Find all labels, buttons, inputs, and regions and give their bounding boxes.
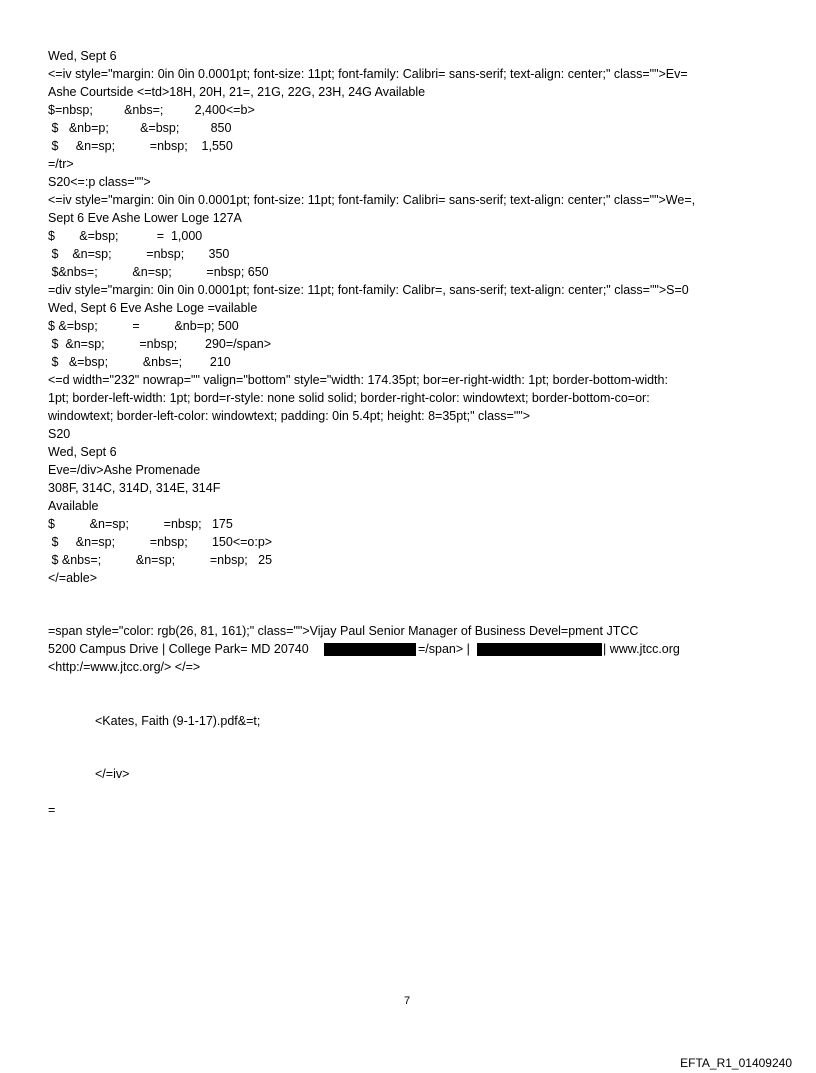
text-line: S20<=:p class=""> [48, 175, 151, 189]
text-line: $ &n=sp; =nbsp; 175 [48, 517, 233, 531]
text-line: <=d width="232" nowrap="" valign="bottom" style="width: 174.35pt; bor=er-right-width: 1pt; border-bottom-width: [48, 373, 668, 387]
page-number: 7 [404, 995, 411, 1007]
text-line: </=able> [48, 571, 98, 585]
text-line: 308F, 314C, 314D, 314E, 314F [48, 481, 221, 495]
text-line: Eve=/div>Ashe Promenade [48, 463, 201, 477]
text-line: $&nbs=; &n=sp; =nbsp; 650 [48, 265, 269, 279]
document-id: EFTA_R1_01409240 [680, 1056, 792, 1070]
text-line: =div style="margin: 0in 0in 0.0001pt; font-size: 11pt; font-family: Calibr=, sans-serif; text-align: center;" class="">S=0 [48, 283, 689, 297]
text-line: $ &n=sp; =nbsp; 290=/span> [48, 337, 272, 351]
text-line: <=iv style="margin: 0in 0in 0.0001pt; font-size: 11pt; font-family: Calibri= sans-serif; text-align: center;" class="">Ev= [48, 67, 688, 81]
text-line: Wed, Sept 6 [48, 445, 117, 459]
text-line: $ &nbs=; &n=sp; =nbsp; 25 [48, 553, 273, 567]
text-line: $ &=bsp; &nbs=; 210 [48, 355, 231, 369]
text-line: =/tr> [48, 157, 74, 171]
redaction-box [324, 643, 416, 656]
closing-tag: </=iv> [95, 767, 130, 781]
text-line: $ &=bsp; = 1,000 [48, 229, 203, 243]
signature-address: 5200 Campus Drive | College Park= MD 20740 [48, 642, 309, 656]
text-line: $ &n=sp; =nbsp; 350 [48, 247, 230, 261]
signature-url: <http:/=www.jtcc.org/> </=> [48, 660, 201, 674]
text-line: Available [48, 499, 99, 513]
signature-fragment: =/span> | [418, 642, 470, 656]
text-line: $ &n=sp; =nbsp; 1,550 [48, 139, 233, 153]
equals-sign: = [48, 803, 56, 817]
text-line: <=iv style="margin: 0in 0in 0.0001pt; font-size: 11pt; font-family: Calibri= sans-serif; text-align: center;" class="">We=, [48, 193, 696, 207]
text-line: Ashe Courtside <=td>18H, 20H, 21=, 21G, 22G, 23H, 24G Available [48, 85, 426, 99]
text-line: Wed, Sept 6 Eve Ashe Loge =vailable [48, 301, 258, 315]
text-line: 1pt; border-left-width: 1pt; bord=r-style: none solid solid; border-right-color: windowtext; border-bottom-co=or: [48, 391, 650, 405]
text-line: $ &nb=p; &=bsp; 850 [48, 121, 232, 135]
text-line: $ &n=sp; =nbsp; 150<=o:p> [48, 535, 273, 549]
text-line: $=nbsp; &nbs=; 2,400<=b> [48, 103, 255, 117]
text-line: Sept 6 Eve Ashe Lower Loge 127A [48, 211, 242, 225]
attachment-name: <Kates, Faith (9-1-17).pdf&=t; [95, 714, 261, 728]
text-line: windowtext; border-left-color: windowtext; padding: 0in 5.4pt; height: 8=35pt;" class=""> [48, 409, 530, 423]
text-line: Wed, Sept 6 [48, 49, 117, 63]
signature-website: | www.jtcc.org [603, 642, 680, 656]
text-line: S20 [48, 427, 71, 441]
redaction-box [477, 643, 602, 656]
signature-line: =span style="color: rgb(26, 81, 161);" class="">Vijay Paul Senior Manager of Business Devel=pment JTCC [48, 624, 639, 638]
text-line: $ &=bsp; = &nb=p; 500 [48, 319, 239, 333]
